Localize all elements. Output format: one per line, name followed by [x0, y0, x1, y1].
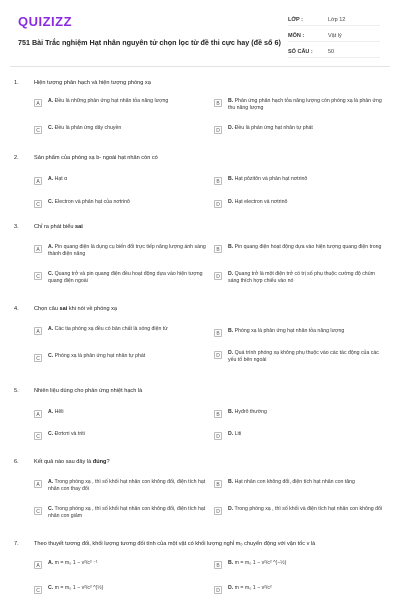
option-letter: C: [34, 200, 42, 208]
option-label: D.: [228, 585, 234, 591]
quiz-title: 751 Bài Trắc nghiệm Hạt nhân nguyên tử chọn lọc từ đề thi cực hay (đề số 6): [18, 38, 281, 47]
question-text-pre: Chỉ ra phát biểu: [34, 224, 76, 230]
option-letter: B: [214, 561, 222, 569]
quiz-header: [10, 8, 390, 67]
option-letter: B: [214, 329, 222, 337]
option-content: Quá trình phóng xạ không phụ thuộc vào các tác động của các yếu tố bên ngoài: [228, 350, 379, 363]
option-letter: B: [214, 480, 222, 488]
option-label: A.: [48, 409, 54, 415]
option-label: B.: [228, 409, 234, 415]
question-text-bold: sai: [75, 224, 83, 230]
option-content: Phóng xạ là phản ứng hạt nhân tỏa năng lượng: [234, 328, 345, 334]
option-text: [228, 409, 386, 416]
option-label: A.: [48, 560, 54, 566]
option-label: C.: [48, 585, 54, 591]
option-content: Trong phóng xạ , thì số khối và điện tích hạt nhân con không đổi: [234, 506, 383, 512]
option-text: [228, 199, 386, 206]
option-content: Đơtơri và triti: [54, 431, 85, 437]
option-text: [48, 244, 206, 257]
option-letter: A: [34, 177, 42, 185]
option-text: [48, 326, 206, 333]
option-letter: A: [34, 561, 42, 569]
option-label: B.: [228, 98, 234, 104]
option-letter: D: [214, 507, 222, 515]
option-content: Trong phóng xạ , thì số khối hạt nhân con không đổi, điện tích hạt nhân con giảm: [48, 506, 206, 519]
option-letter: A: [34, 327, 42, 335]
option-letter: C: [34, 586, 42, 594]
option-label: D.: [228, 199, 234, 205]
option-text: [48, 271, 206, 284]
option-content: Hyđrô thường: [234, 409, 267, 415]
option-content: Phóng xạ là phản ứng hạt nhân tự phát: [54, 353, 146, 359]
question-text: [34, 155, 384, 161]
question-text: [34, 306, 384, 312]
option-content: Hạt electron và nơtrinô: [234, 199, 288, 205]
quizizz-logo[interactable]: QUIZIZZ: [18, 14, 73, 29]
option-text: [228, 176, 386, 183]
question-text-post: ?: [106, 459, 110, 465]
option-label: C.: [48, 353, 54, 359]
option-content: Trong phóng xạ , thì số khối hạt nhân con không đổi, điện tích hạt nhân con thay đổi: [48, 479, 206, 492]
option-text: [228, 271, 386, 284]
option-content: Quang trở và pin quang điện đều hoạt động dựa vào hiện tượng quang điện ngoài: [48, 271, 203, 284]
option-letter: B: [214, 177, 222, 185]
question-text-content: Sản phẩm của phóng xạ b- ngoài hạt nhân còn có: [34, 155, 158, 161]
option-text: [48, 479, 206, 492]
option-label: D.: [228, 431, 234, 437]
meta-row-subject: [288, 30, 380, 42]
option-label: D.: [228, 506, 234, 512]
option-label: C.: [48, 125, 54, 131]
question-number: 2.: [14, 155, 19, 161]
question-number: 4.: [14, 306, 19, 312]
option-content: m = m₀ 1 − v²/c² ^(−½): [234, 560, 287, 566]
option-content: Hêli: [54, 409, 64, 415]
question-text-pre: Chọn câu: [34, 306, 60, 312]
meta-label: LỚP :: [288, 16, 303, 23]
option-text: [48, 585, 206, 592]
option-text: [228, 244, 386, 251]
meta-label: MÔN :: [288, 32, 305, 39]
option-label: A.: [48, 244, 54, 250]
option-text: [228, 479, 386, 486]
option-label: C.: [48, 271, 54, 277]
option-content: m = m₀ 1 − v²/c² ⁻¹: [54, 560, 98, 566]
question-number: 5.: [14, 388, 19, 394]
option-label: A.: [48, 176, 54, 182]
option-content: Phản ứng phân hạch tỏa năng lượng còn phóng xạ là phản ứng thu năng lượng: [228, 98, 382, 111]
option-letter: B: [214, 99, 222, 107]
option-text: [48, 431, 206, 438]
option-label: C.: [48, 199, 54, 205]
option-text: [228, 506, 386, 513]
option-letter: C: [34, 507, 42, 515]
option-content: Hạt pôzitôn và phản hạt nơtrinô: [234, 176, 308, 182]
option-content: Các tia phóng xạ đều có bản chất là sóng điện từ: [54, 326, 168, 332]
option-content: Hạt α: [54, 176, 68, 182]
meta-row-count: [288, 46, 380, 58]
option-text: [48, 506, 206, 519]
option-letter: A: [34, 480, 42, 488]
question-text-post: khi nói về phóng xạ: [67, 306, 118, 312]
option-label: A.: [48, 326, 54, 332]
option-content: Hạt nhân con không đổi, điện tích hạt nhân con tăng: [234, 479, 355, 485]
option-letter: A: [34, 245, 42, 253]
question-number: 6.: [14, 459, 19, 465]
option-label: D.: [228, 350, 234, 356]
option-letter: C: [34, 126, 42, 134]
option-content: Đều là những phản ứng hạt nhân tỏa năng lượng: [54, 98, 169, 104]
option-content: Electron và phản hạt của nơtrinô: [54, 199, 130, 205]
option-text: [228, 350, 386, 363]
option-content: Đều là phản ứng dây chuyền: [54, 125, 122, 131]
option-letter: A: [34, 410, 42, 418]
option-label: D.: [228, 125, 234, 131]
option-label: B.: [228, 479, 234, 485]
question-text: [34, 541, 384, 547]
meta-value: Vật lý: [328, 32, 342, 39]
question-number: 3.: [14, 224, 19, 230]
option-text: [228, 328, 386, 335]
option-letter: B: [214, 410, 222, 418]
option-label: C.: [48, 431, 54, 437]
option-letter: C: [34, 272, 42, 280]
option-letter: D: [214, 126, 222, 134]
option-content: Quang trở là một điện trở có trị số phụ thuộc cường độ chùm sáng thích hợp chiếu vào nó: [228, 271, 375, 284]
question-text-bold: đúng: [92, 459, 107, 465]
option-letter: C: [34, 354, 42, 362]
option-label: C.: [48, 506, 54, 512]
option-letter: B: [214, 245, 222, 253]
meta-value: Lớp 12: [328, 16, 346, 23]
option-text: [48, 125, 206, 132]
option-letter: A: [34, 99, 42, 107]
option-label: B.: [228, 560, 234, 566]
option-content: Liti: [234, 431, 242, 437]
option-text: [48, 176, 206, 183]
option-text: [48, 409, 206, 416]
meta-value: 50: [328, 48, 335, 55]
option-letter: D: [214, 351, 222, 359]
option-text: [228, 98, 386, 111]
question-text-bold: sai: [59, 306, 68, 312]
option-content: Đều là phản ứng hạt nhân tự phát: [234, 125, 313, 131]
quiz-meta: [288, 14, 380, 62]
option-letter: C: [34, 432, 42, 440]
question-text: [34, 459, 384, 465]
question-text-content: Nhiên liệu dùng cho phản ứng nhiệt hạch là: [34, 388, 143, 394]
option-content: m = m₀ 1 − v²/c² ^(½): [54, 585, 104, 591]
option-label: B.: [228, 176, 234, 182]
option-text: [228, 431, 386, 438]
question-number: 1.: [14, 80, 19, 86]
meta-row-class: [288, 14, 380, 26]
option-label: A.: [48, 98, 54, 104]
meta-label: SỐ CÂU :: [288, 48, 313, 55]
option-letter: D: [214, 200, 222, 208]
option-text: [228, 560, 386, 567]
option-letter: D: [214, 432, 222, 440]
question-number: 7.: [14, 541, 19, 547]
option-text: [48, 353, 206, 360]
option-text: [228, 585, 386, 592]
option-text: [48, 199, 206, 206]
option-content: Pin quang điện là dụng cụ biến đổi trực tiếp năng lượng ánh sáng thành điện năng: [48, 244, 206, 257]
question-text: [34, 388, 384, 394]
option-content: m = m₀ 1 − v²/c²: [234, 585, 272, 591]
option-label: B.: [228, 328, 234, 334]
question-text-content: Hiện tượng phân hạch và hiện tượng phóng xạ: [34, 80, 151, 86]
option-text: [48, 560, 206, 567]
option-label: D.: [228, 271, 234, 277]
option-label: B.: [228, 244, 234, 250]
option-letter: D: [214, 586, 222, 594]
option-content: Pin quang điện hoạt động dựa vào hiện tượng quang điện trong: [234, 244, 382, 250]
option-label: A.: [48, 479, 54, 485]
option-text: [228, 125, 386, 132]
question-text: [34, 224, 384, 230]
question-text-pre: Kết quả nào sau đây là: [34, 459, 93, 465]
option-text: [48, 98, 206, 105]
option-letter: D: [214, 272, 222, 280]
question-text: [34, 80, 384, 86]
question-text-content: Theo thuyết tương đối, khối lượng tương đối tính của một vật có khối lượng nghỉ m₀ chuyển động với vận tốc v là: [34, 541, 316, 547]
